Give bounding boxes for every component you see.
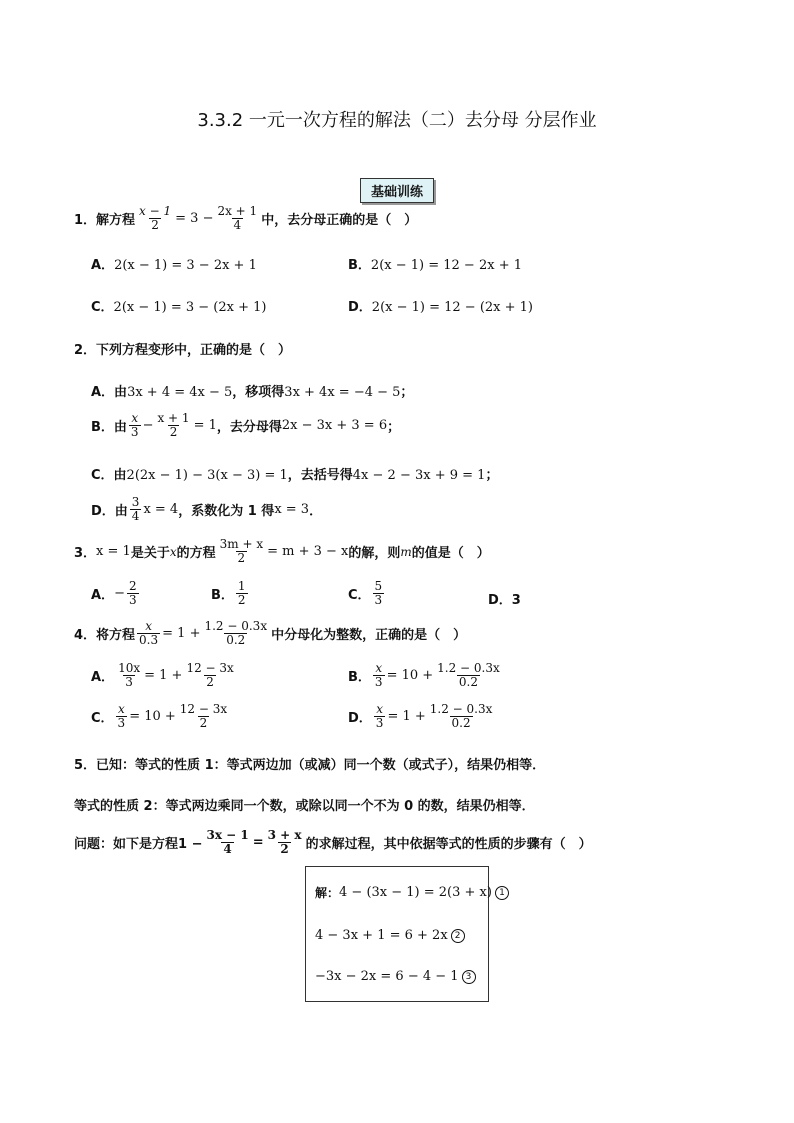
option-text: 2(x − 1) = 3 − 2x + 1 — [114, 258, 257, 273]
left-fraction — [116, 703, 128, 730]
option-mid: = 1 + — [387, 709, 426, 724]
denominator: 2 — [237, 593, 246, 607]
q5-fraction-2 — [266, 829, 304, 856]
q2-d-equation: x = 4 — [143, 502, 179, 517]
denominator: 2 — [280, 842, 289, 856]
denominator: 2 — [199, 716, 208, 730]
numerator: x — [131, 411, 139, 425]
numerator: 12 − 3x — [179, 702, 228, 716]
q3-c-fraction — [373, 580, 385, 607]
numerator: 1.2 − 0.3x — [437, 661, 500, 675]
numerator: 2 — [128, 579, 137, 593]
numerator: x — [375, 661, 383, 675]
q2-d-mid: ，系数化为 1 得 — [178, 504, 275, 519]
solution-label: 解： — [315, 886, 340, 900]
q4-suffix: 中分母化为整数，正确的是（ ） — [271, 628, 467, 643]
q2-d-result: x = 3 — [274, 502, 310, 517]
q4-prefix: 4．将方程 — [74, 628, 136, 643]
q4-fraction-1 — [137, 620, 160, 647]
step-equation: 4 − 3x + 1 = 6 + 2x — [315, 928, 448, 943]
q1-prefix: 1．解方程 — [74, 213, 136, 228]
q2-b-equals: = 1 — [193, 418, 217, 433]
q2-a-mid: ，移项得 — [232, 385, 285, 400]
q3-prefix: 3． — [74, 546, 97, 561]
right-fraction — [184, 662, 235, 689]
right-fraction — [428, 703, 495, 730]
numerator: 5 — [374, 579, 383, 593]
option-text: 2(x − 1) = 12 − 2x + 1 — [370, 258, 522, 273]
denominator: 3 — [128, 593, 137, 607]
denominator: 2 — [237, 551, 246, 565]
denominator: 3 — [374, 593, 383, 607]
q4-option-c[interactable] — [91, 703, 231, 730]
left-fraction — [116, 662, 142, 689]
q2-d-fraction — [130, 496, 142, 523]
denominator: 2 — [169, 425, 178, 439]
question-2-stem: 2．下列方程变形中，正确的是（ ） — [74, 343, 292, 358]
q3-text-4: 的值是（ ） — [411, 546, 490, 561]
q2-option-a[interactable] — [91, 381, 413, 400]
numerator: 3x − 1 — [206, 828, 249, 842]
right-fraction — [435, 662, 502, 689]
q2-option-c[interactable] — [91, 464, 498, 483]
question-4-stem — [74, 620, 466, 647]
option-label: A． — [91, 670, 115, 685]
q2-c-mid: ，去括号得 — [287, 468, 353, 483]
q3-b-fraction — [236, 580, 248, 607]
q5-equals: = — [252, 835, 264, 850]
left-fraction — [373, 662, 385, 689]
denominator: 3 — [374, 675, 383, 689]
solution-step-2 — [315, 928, 465, 943]
option-mid: = 10 + — [386, 668, 434, 683]
page-title: 3.3.2 一元一次方程的解法（二）去分母 分层作业 — [197, 110, 597, 131]
q2-b-end: ； — [387, 420, 401, 435]
option-label: D． — [488, 593, 512, 608]
option-label: D． — [348, 300, 372, 315]
q3-option-b[interactable] — [211, 580, 250, 607]
denominator: 3 — [117, 716, 126, 730]
q3-text-3: 的解，则 — [348, 546, 401, 561]
q1-suffix: 中，去分母正确的是（ ） — [261, 213, 418, 228]
q3-option-a[interactable] — [91, 580, 141, 607]
option-label: A． — [91, 588, 115, 603]
step-marker: 3 — [462, 970, 476, 984]
q5-prefix: 问题：如下是方程1 − — [74, 837, 203, 852]
solution-step-1 — [315, 884, 509, 901]
step-equation: −3x − 2x = 6 − 4 − 1 — [315, 969, 459, 984]
q4-mid: = 1 + — [162, 626, 201, 641]
option-label: B． — [211, 588, 234, 603]
q3-option-c[interactable] — [348, 580, 386, 607]
denominator: 0.3 — [139, 633, 159, 647]
q1-right-numerator: 2x + 1 — [217, 204, 258, 218]
option-text: 3 — [511, 593, 521, 608]
q3-var-x: x — [169, 544, 177, 559]
numerator: 1 — [237, 579, 246, 593]
q1-left-denominator: 2 — [151, 218, 159, 232]
denominator: 3 — [130, 425, 139, 439]
option-label: A．由 — [91, 385, 128, 400]
q2-c-result: 4x − 2 − 3x + 9 = 1 — [352, 468, 486, 483]
denominator: 3 — [125, 675, 133, 689]
q3-fraction — [218, 538, 265, 565]
numerator: x — [145, 619, 152, 633]
numerator: 3m + x — [219, 537, 264, 551]
q2-option-b[interactable] — [91, 412, 400, 439]
numerator: x — [117, 702, 125, 716]
numerator: x — [376, 702, 383, 716]
question-5-line-2: 等式的性质 2：等式两边乘同一个数，或除以同一个不为 0 的数，结果仍相等． — [74, 799, 535, 814]
option-label: B． — [348, 670, 371, 685]
q1-option-c[interactable] — [91, 296, 266, 315]
step-equation: 4 − (3x − 1) = 2(3 + x) — [339, 885, 492, 900]
q1-option-a[interactable] — [91, 254, 257, 273]
q4-fraction-2 — [202, 620, 269, 647]
option-label: C． — [348, 588, 371, 603]
numerator: 3 — [131, 495, 140, 509]
q2-option-d[interactable] — [91, 496, 322, 523]
option-text: 2(x − 1) = 3 − (2x + 1) — [113, 300, 267, 315]
minus-sign: − — [114, 586, 125, 601]
option-mid: = 1 + — [144, 668, 183, 683]
q1-fraction-left — [137, 205, 173, 232]
q2-a-equation: 3x + 4 = 4x − 5 — [127, 385, 233, 400]
q4-option-d[interactable] — [348, 703, 496, 730]
q3-equation-rest: = m + 3 − x — [267, 544, 349, 559]
step-marker: 2 — [451, 929, 465, 943]
step-marker: 1 — [495, 886, 509, 900]
option-label: C． — [91, 711, 114, 726]
option-mid: = 10 + — [129, 709, 176, 724]
option-label: D． — [348, 711, 372, 726]
q4-option-a[interactable] — [91, 662, 238, 689]
right-fraction — [178, 703, 229, 730]
denominator: 4 — [131, 509, 140, 523]
q2-b-fraction-1 — [129, 412, 141, 439]
numerator: 3 + x — [267, 828, 302, 842]
q3-var-m: m — [400, 544, 412, 559]
q3-option-d[interactable] — [488, 589, 521, 608]
question-5-problem — [74, 829, 592, 856]
denominator: 4 — [223, 842, 232, 856]
q2-b-fraction-2 — [155, 412, 191, 439]
q3-text-1: 是关于 — [130, 546, 170, 561]
numerator: 1.2 − 0.3x — [204, 619, 268, 633]
q1-fraction-right — [215, 205, 259, 232]
numerator: 1.2 − 0.3x — [429, 702, 493, 716]
q1-option-b[interactable] — [348, 254, 522, 273]
option-label: B． — [348, 258, 371, 273]
numerator: x + 1 — [157, 411, 190, 425]
minus-sign: − — [142, 418, 154, 433]
q2-a-result: 3x + 4x = −4 − 5 — [284, 385, 401, 400]
q2-b-mid: ，去分母得 — [216, 420, 282, 435]
q3-text-2: 的方程 — [176, 546, 216, 561]
q1-right-denominator: 4 — [233, 218, 242, 232]
numerator: 10x — [118, 661, 141, 675]
denominator: 0.2 — [451, 716, 471, 730]
q1-mid: = 3 − — [175, 211, 214, 226]
solution-step-3 — [315, 969, 476, 984]
option-label: A． — [91, 258, 115, 273]
q2-d-end: ． — [309, 504, 323, 519]
q1-option-d[interactable] — [348, 296, 533, 315]
denominator: 3 — [375, 716, 384, 730]
q2-a-end: ； — [400, 385, 414, 400]
q4-option-b[interactable] — [348, 662, 504, 689]
denominator: 0.2 — [458, 675, 479, 689]
q5-suffix: 的求解过程，其中依据等式的性质的步骤有（ ） — [305, 837, 592, 852]
option-label: C．由 — [91, 468, 127, 483]
denominator: 0.2 — [226, 633, 246, 647]
q3-a-fraction — [127, 580, 139, 607]
q2-b-result: 2x − 3x + 3 = 6 — [281, 418, 388, 433]
q2-c-end: ； — [485, 468, 499, 483]
option-label: D．由 — [91, 504, 128, 519]
section-badge: 基础训练 — [360, 178, 434, 203]
question-1-stem — [74, 205, 417, 232]
question-3-stem — [74, 538, 490, 565]
numerator: 12 − 3x — [186, 661, 234, 675]
option-label: B．由 — [91, 420, 127, 435]
q1-left-numerator: x − 1 — [139, 204, 172, 218]
question-5-line-1: 5．已知：等式的性质 1：等式两边加（或减）同一个数（或式子），结果仍相等． — [74, 758, 546, 773]
denominator: 2 — [206, 675, 214, 689]
option-label: C． — [91, 300, 114, 315]
left-fraction — [374, 703, 386, 730]
q3-equation: x = 1 — [96, 544, 131, 559]
option-text: 2(x − 1) = 12 − (2x + 1) — [371, 300, 534, 315]
q2-c-equation: 2(2x − 1) − 3(x − 3) = 1 — [126, 468, 288, 483]
q5-fraction-1 — [204, 829, 250, 856]
